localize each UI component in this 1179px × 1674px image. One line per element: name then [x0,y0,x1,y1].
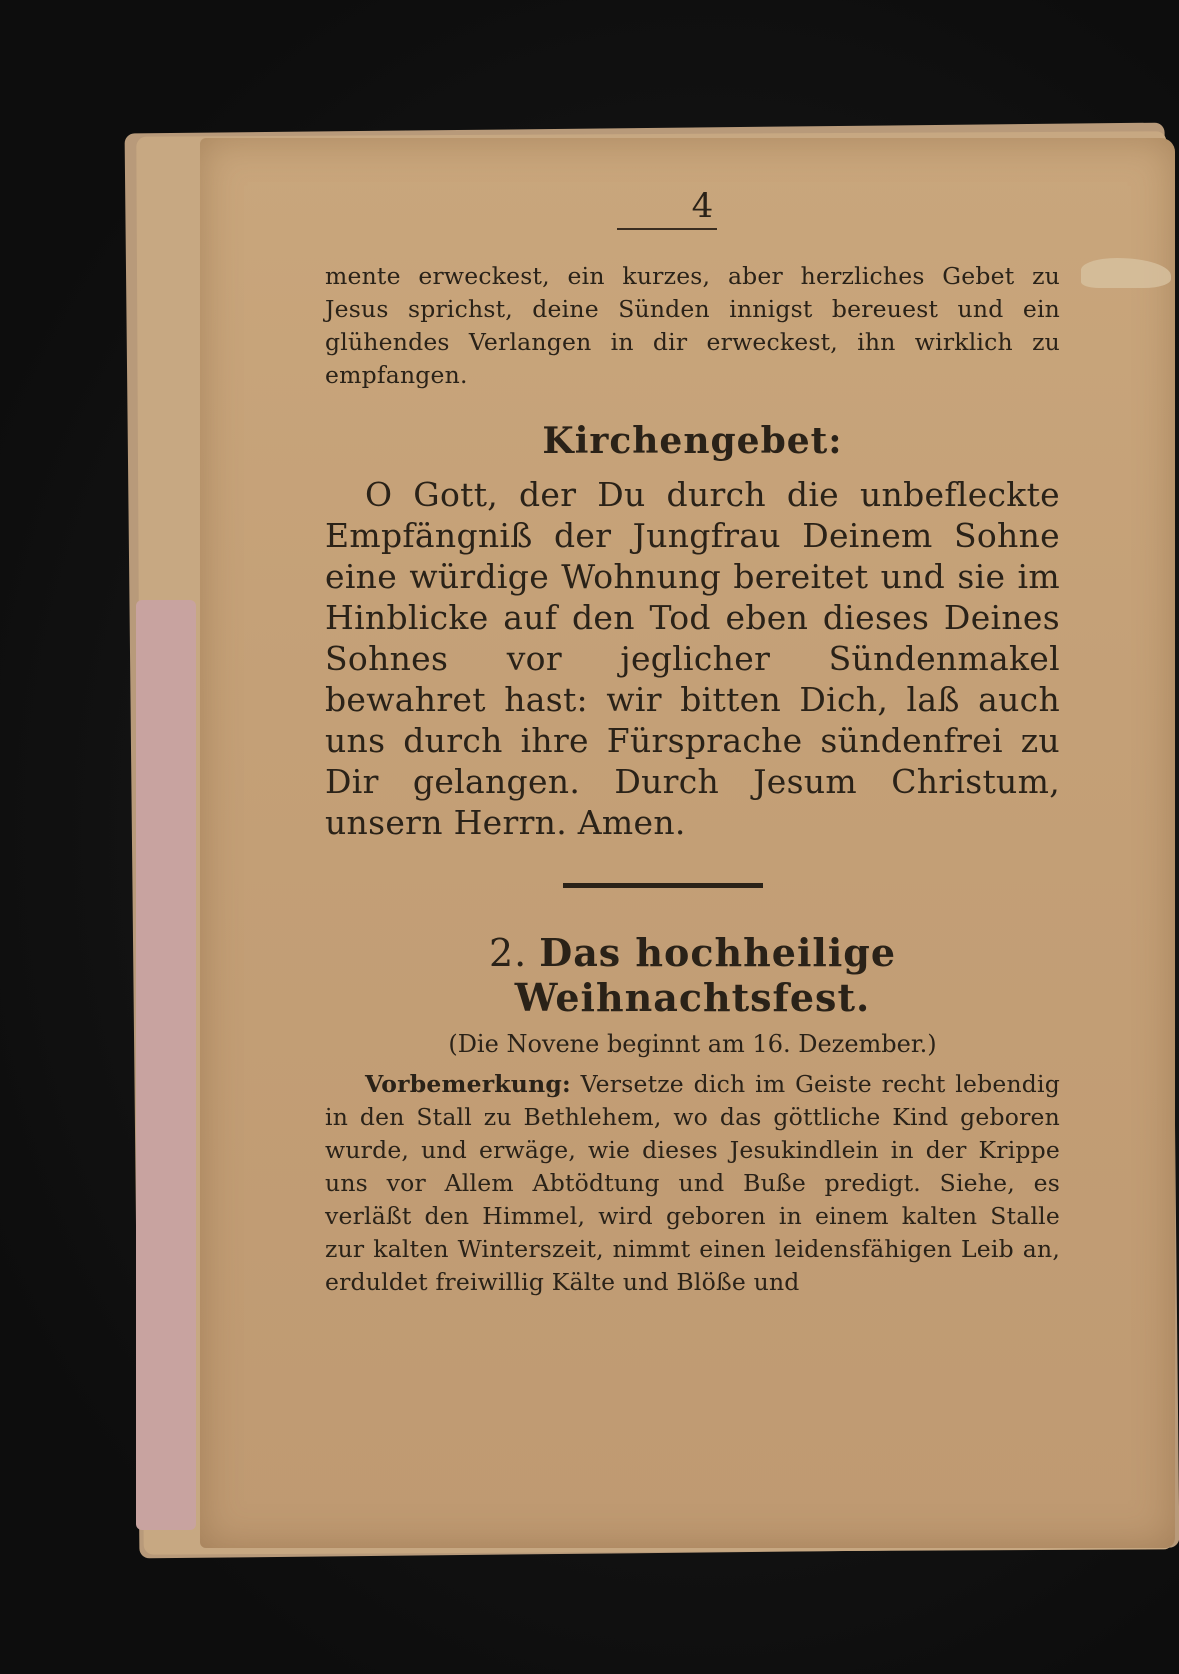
page-number: 4 [691,186,714,226]
book-page-edge [136,600,196,1530]
intro-paragraph: mente erweckest, ein kurzes, aber herzliches Gebet zu Jesus sprichst, deine Sünden innigst bereuest und ein glühendes Verlangen in dir erweckest, ihn wirklich zu empfangen. [325,262,1060,389]
section-divider [563,883,763,888]
page-content [325,186,1060,1299]
remark-label: Vorbemerkung: [365,1070,571,1098]
torn-corner [1081,258,1171,288]
prayer-heading: Kirchengebet: [542,420,843,462]
remark-text: Versetze dich im Geiste recht lebendig in den Stall zu Bethlehem, wo das göttliche Kind geboren wurde, und erwäge, wie dieses Jesukindlein in der Krippe uns vor Allem Abtödtung und Buße predigt. Siehe, es verläßt den Himmel, wird geboren in einem kalten Stalle zur kalten Winterszeit, nimmt einen leidensfähigen Leib an, erduldet freiwillig Kälte und Blöße und [325,1070,1061,1296]
section-subtitle: (Die Novene beginnt am 16. Dezember.) [448,1030,937,1058]
page-number-rule [617,228,717,230]
remark-paragraph [325,1068,1060,1299]
section-number: 2. [488,931,528,975]
section-title-text: Das hochheilige Weihnachtsfest. [514,930,897,1020]
section-title [325,930,1060,1020]
prayer-paragraph: O Gott, der Du durch die unbefleckte Empfängniß der Jungfrau Deinem Sohne eine würdige Wohnung bereitet und sie im Hinblicke auf den Tod eben dieses Deines Sohnes vor jeglicher Sündenmakel bewahret hast: wir bitten Dich, laß auch uns durch ihre Fürsprache sündenfrei zu Dir gelangen. Durch Jesum Christum, unsern Herrn. Amen. [325,475,1060,842]
book-page [200,138,1175,1548]
